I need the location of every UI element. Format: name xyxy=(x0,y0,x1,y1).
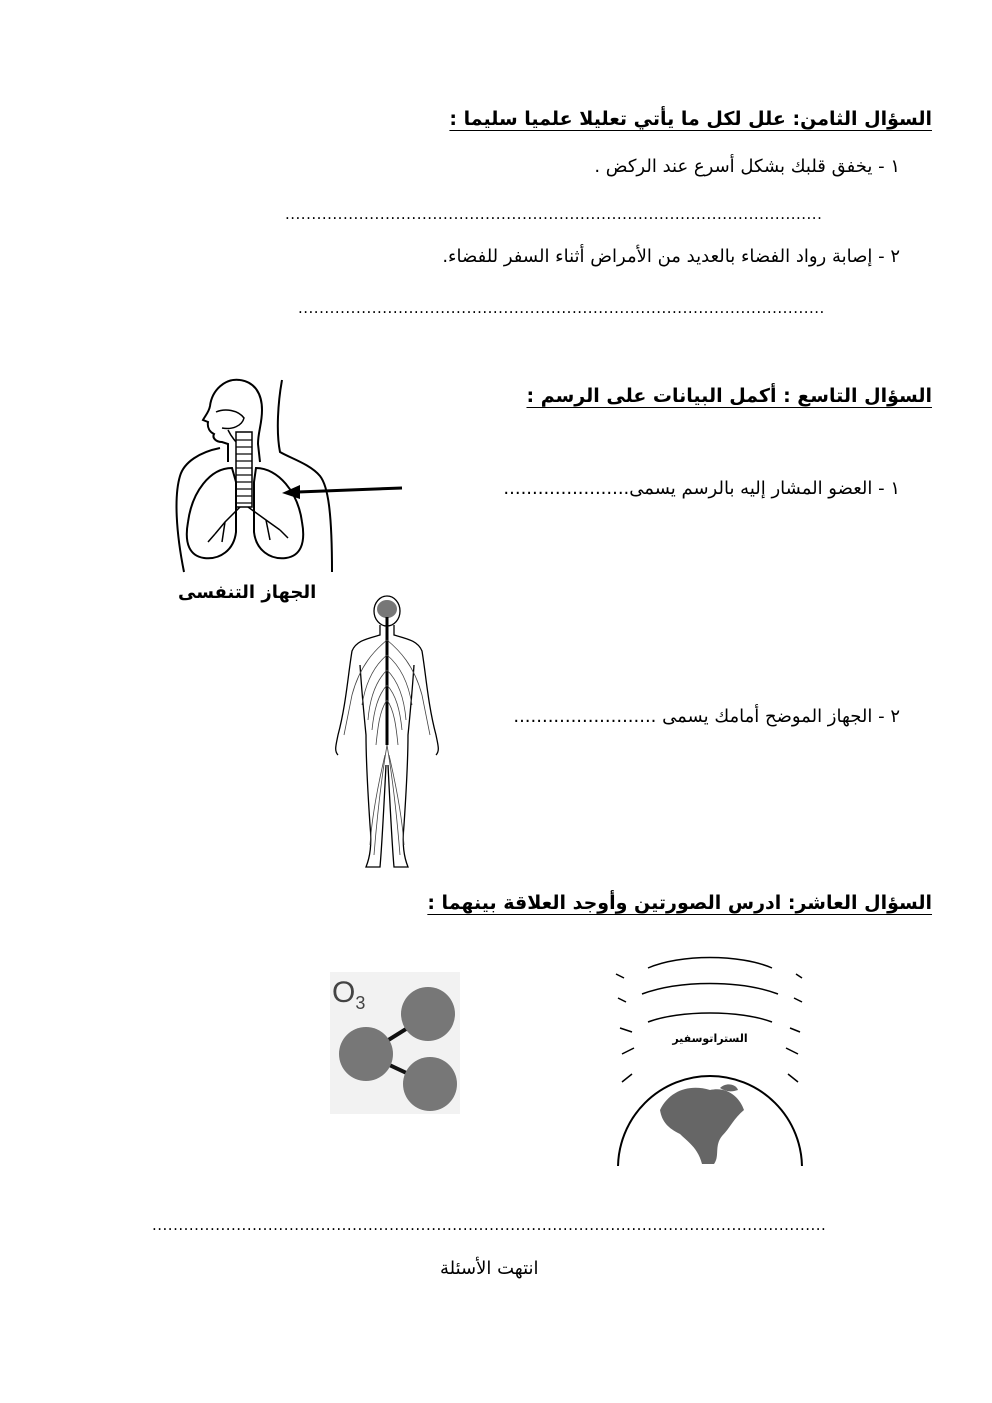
stratosphere-label: الستراتوسفير xyxy=(672,1032,748,1045)
q9-item-1: ١ - العضو المشار إليه بالرسم يسمى...................... xyxy=(503,478,900,499)
q8-answer-line-1: ...................................................................................................... xyxy=(285,205,823,223)
earth-atmosphere-icon xyxy=(610,950,810,1168)
q8-item-2: ٢ - إصابة رواد الفضاء بالعديد من الأمراض أثناء السفر للفضاء. xyxy=(442,246,900,267)
end-of-questions: انتهت الأسئلة xyxy=(440,1258,539,1279)
ozone-formula: $O_3$ xyxy=(332,976,366,1013)
q8-answer-line-2: .................................................................................................... xyxy=(298,299,825,317)
respiratory-caption: الجهاز التنفسى xyxy=(178,582,317,603)
q10-heading: السؤال العاشر: ادرس الصورتين وأوجد العلاقة بينهما : xyxy=(427,892,932,914)
lungs-diagram-icon xyxy=(170,372,410,587)
ozone-molecule-icon xyxy=(330,972,460,1114)
q10-answer-line: ................................................................................................................................ xyxy=(152,1216,827,1234)
q9-heading: السؤال التاسع : أكمل البيانات على الرسم : xyxy=(526,385,932,407)
q8-heading: السؤال الثامن: علل لكل ما يأتي تعليلا علميا سليما : xyxy=(449,108,932,130)
q9-item-2: ٢ - الجهاز الموضح أمامك يسمى ......................... xyxy=(513,706,900,727)
q8-item-1: ١ - يخفق قلبك بشكل أسرع عند الركض . xyxy=(594,156,900,177)
nervous-system-figure-icon xyxy=(330,595,450,877)
